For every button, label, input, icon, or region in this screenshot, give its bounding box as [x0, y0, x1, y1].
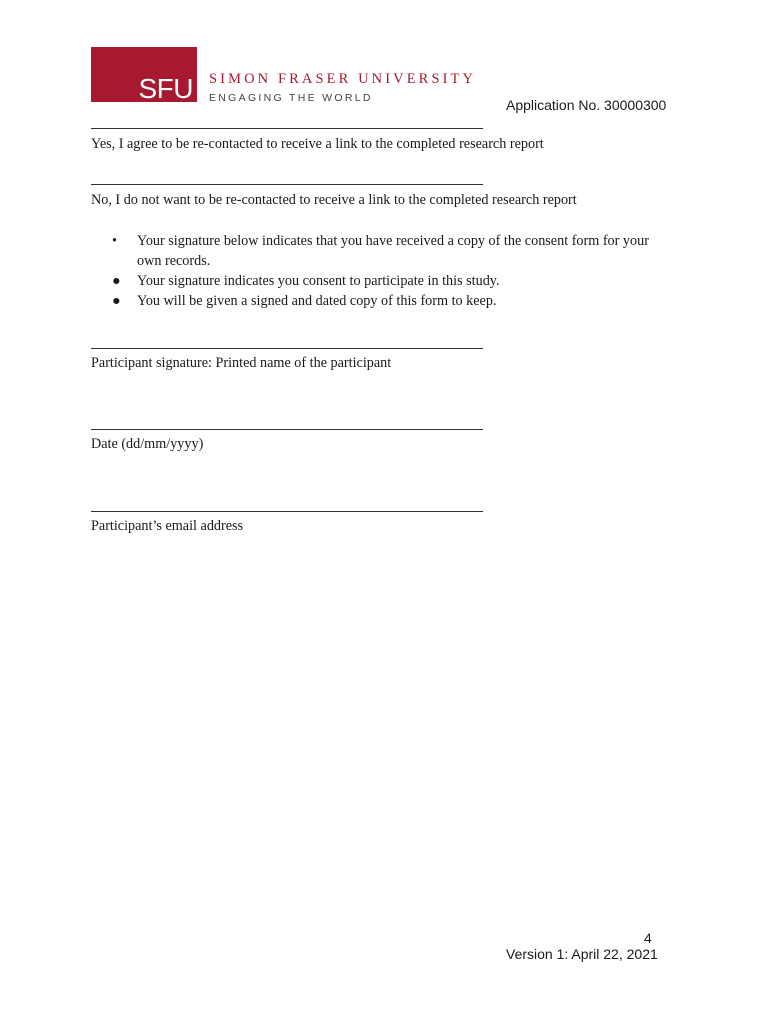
bullet-icon: •: [112, 233, 117, 249]
no-recontact-text: No, I do not want to be re-contacted to receive a link to the completed research report: [91, 192, 577, 208]
date-line[interactable]: [91, 429, 483, 430]
email-line[interactable]: [91, 511, 483, 512]
bullet-text: You will be given a signed and dated copy of this form to keep.: [137, 293, 497, 309]
list-item: [112, 271, 672, 291]
no-checkbox-line[interactable]: [91, 184, 483, 185]
page-number: 4: [644, 930, 652, 946]
participant-signature-line[interactable]: [91, 348, 483, 349]
sfu-logo: [91, 47, 197, 102]
participant-signature-label: Participant signature: Printed name of the participant: [91, 355, 392, 371]
list-item: [112, 291, 672, 311]
date-label: Date (dd/mm/yyyy): [91, 436, 204, 452]
email-label: Participant’s email address: [91, 518, 244, 534]
bullet-text: Your signature below indicates that you have received a copy of the consent form for your own records.: [137, 233, 649, 269]
yes-recontact-text: Yes, I agree to be re-contacted to receive a link to the completed research report: [91, 136, 544, 152]
list-item: [112, 231, 672, 271]
yes-checkbox-line[interactable]: [91, 128, 483, 129]
application-number: Application No. 30000300: [506, 97, 667, 113]
university-name: SIMON FRASER UNIVERSITY: [209, 71, 477, 87]
logo-mark: SFU: [138, 73, 193, 104]
university-tagline: ENGAGING THE WORLD: [209, 92, 373, 104]
bullet-icon: ●: [112, 293, 121, 309]
bullet-text: Your signature indicates you consent to participate in this study.: [137, 273, 500, 289]
consent-bullet-list: [112, 231, 672, 311]
version-label: Version 1: April 22, 2021: [506, 946, 658, 962]
bullet-icon: ●: [112, 273, 121, 289]
